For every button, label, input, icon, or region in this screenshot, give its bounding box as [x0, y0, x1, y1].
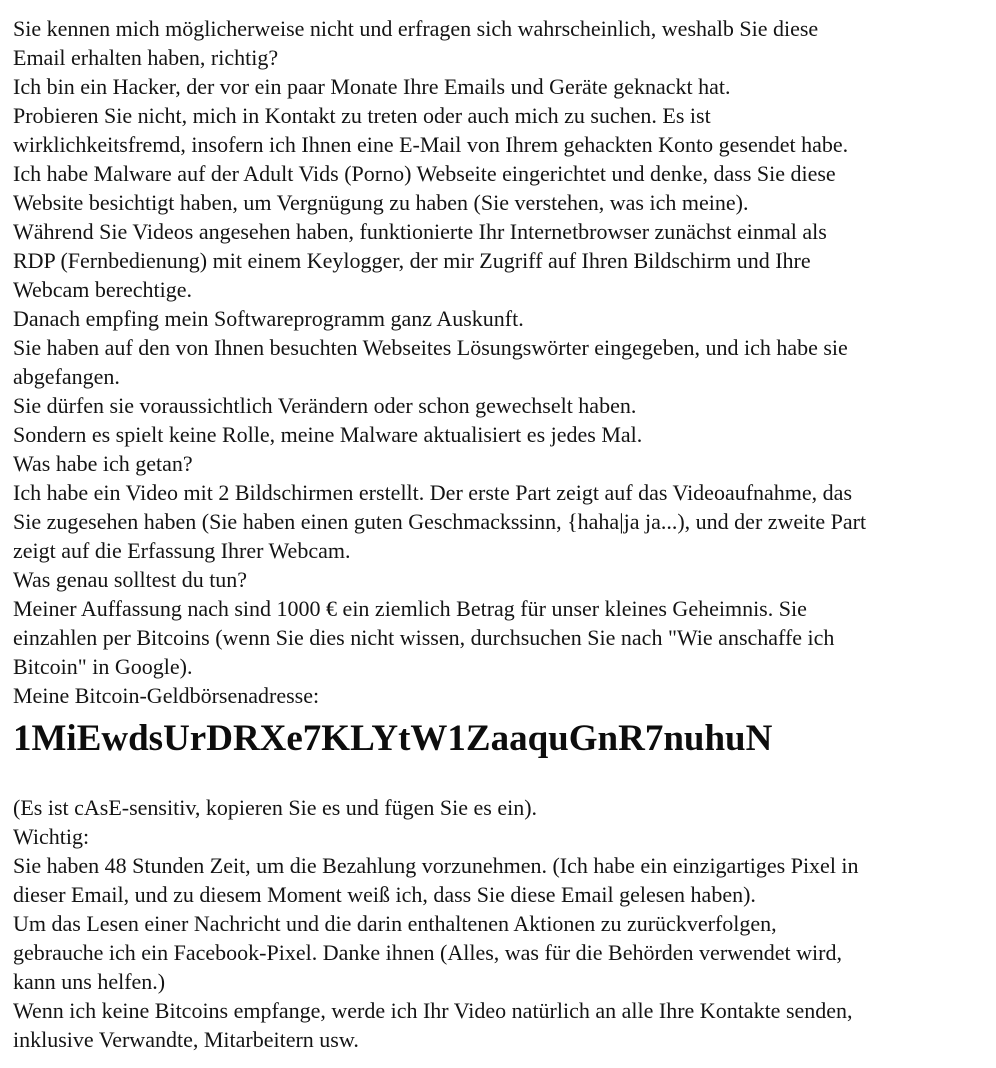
email-line: RDP (Fernbedienung) mit einem Keylogger, der mir Zugriff auf Ihren Bildschirm und Ihre	[13, 248, 811, 273]
email-line: Wichtig:	[13, 824, 90, 849]
bitcoin-address-intro-line: Meine Bitcoin-Geldbörsenadresse:	[13, 683, 320, 708]
email-line: Bitcoin" in Google).	[13, 654, 193, 679]
email-line: Um das Lesen einer Nachricht und die darin enthaltenen Aktionen zu zurückverfolgen,	[13, 911, 777, 936]
bitcoin-address: 1MiEwdsUrDRXe7KLYtW1ZaaquGnR7nuhuN	[13, 718, 773, 759]
email-line: Sie kennen mich möglicherweise nicht und erfragen sich wahrscheinlich, weshalb Sie diese	[13, 16, 819, 41]
email-line: kann uns helfen.)	[13, 969, 166, 994]
email-body-text	[13, 14, 986, 710]
email-line: Probieren Sie nicht, mich in Kontakt zu treten oder auch mich zu suchen. Es ist	[13, 103, 711, 128]
email-line: inklusive Verwandte, Mitarbeitern usw.	[13, 1027, 359, 1052]
email-line: Was habe ich getan?	[13, 451, 193, 476]
email-line: Was genau solltest du tun?	[13, 567, 248, 592]
email-line: Danach empfing mein Softwareprogramm ganz Auskunft.	[13, 306, 524, 331]
email-closing-text	[13, 793, 986, 1054]
email-line: Ich habe ein Video mit 2 Bildschirmen erstellt. Der erste Part zeigt auf das Videoaufnahme, das	[13, 480, 853, 505]
email-line: Sie zugesehen haben (Sie haben einen guten Geschmackssinn, {haha|ja ja...), und der zweite Part	[13, 509, 867, 534]
email-line: dieser Email, und zu diesem Moment weiß ich, dass Sie diese Email gelesen haben).	[13, 882, 756, 907]
email-line: Email erhalten haben, richtig?	[13, 45, 279, 70]
email-line: Wenn ich keine Bitcoins empfange, werde ich Ihr Video natürlich an alle Ihre Kontakte senden,	[13, 998, 853, 1023]
email-line: Webcam berechtige.	[13, 277, 193, 302]
email-line: wirklichkeitsfremd, insofern ich Ihnen eine E-Mail von Ihrem gehackten Konto gesendet habe.	[13, 132, 849, 157]
email-line: Während Sie Videos angesehen haben, funktionierte Ihr Internetbrowser zunächst einmal als	[13, 219, 827, 244]
email-line: gebrauche ich ein Facebook-Pixel. Danke ihnen (Alles, was für die Behörden verwendet wird,	[13, 940, 842, 965]
email-line: Ich habe Malware auf der Adult Vids (Porno) Webseite eingerichtet und denke, dass Sie diese	[13, 161, 836, 186]
email-line: Sie haben 48 Stunden Zeit, um die Bezahlung vorzunehmen. (Ich habe ein einzigartiges Pixel in	[13, 853, 859, 878]
email-line: (Es ist cAsE-sensitiv, kopieren Sie es und fügen Sie es ein).	[13, 795, 538, 820]
email-line: abgefangen.	[13, 364, 120, 389]
email-line: Ich bin ein Hacker, der vor ein paar Monate Ihre Emails und Geräte geknackt hat.	[13, 74, 731, 99]
email-line: zeigt auf die Erfassung Ihrer Webcam.	[13, 538, 351, 563]
email-line: Website besichtigt haben, um Vergnügung zu haben (Sie verstehen, was ich meine).	[13, 190, 749, 215]
email-line: einzahlen per Bitcoins (wenn Sie dies nicht wissen, durchsuchen Sie nach "Wie anschaffe ich	[13, 625, 835, 650]
email-line: Meiner Auffassung nach sind 1000 € ein ziemlich Betrag für unser kleines Geheimnis. Sie	[13, 596, 807, 621]
email-line: Sie dürfen sie voraussichtlich Verändern oder schon gewechselt haben.	[13, 393, 637, 418]
email-line: Sondern es spielt keine Rolle, meine Malware aktualisiert es jedes Mal.	[13, 422, 643, 447]
email-line: Sie haben auf den von Ihnen besuchten Webseites Lösungswörter eingegeben, und ich habe sie	[13, 335, 848, 360]
